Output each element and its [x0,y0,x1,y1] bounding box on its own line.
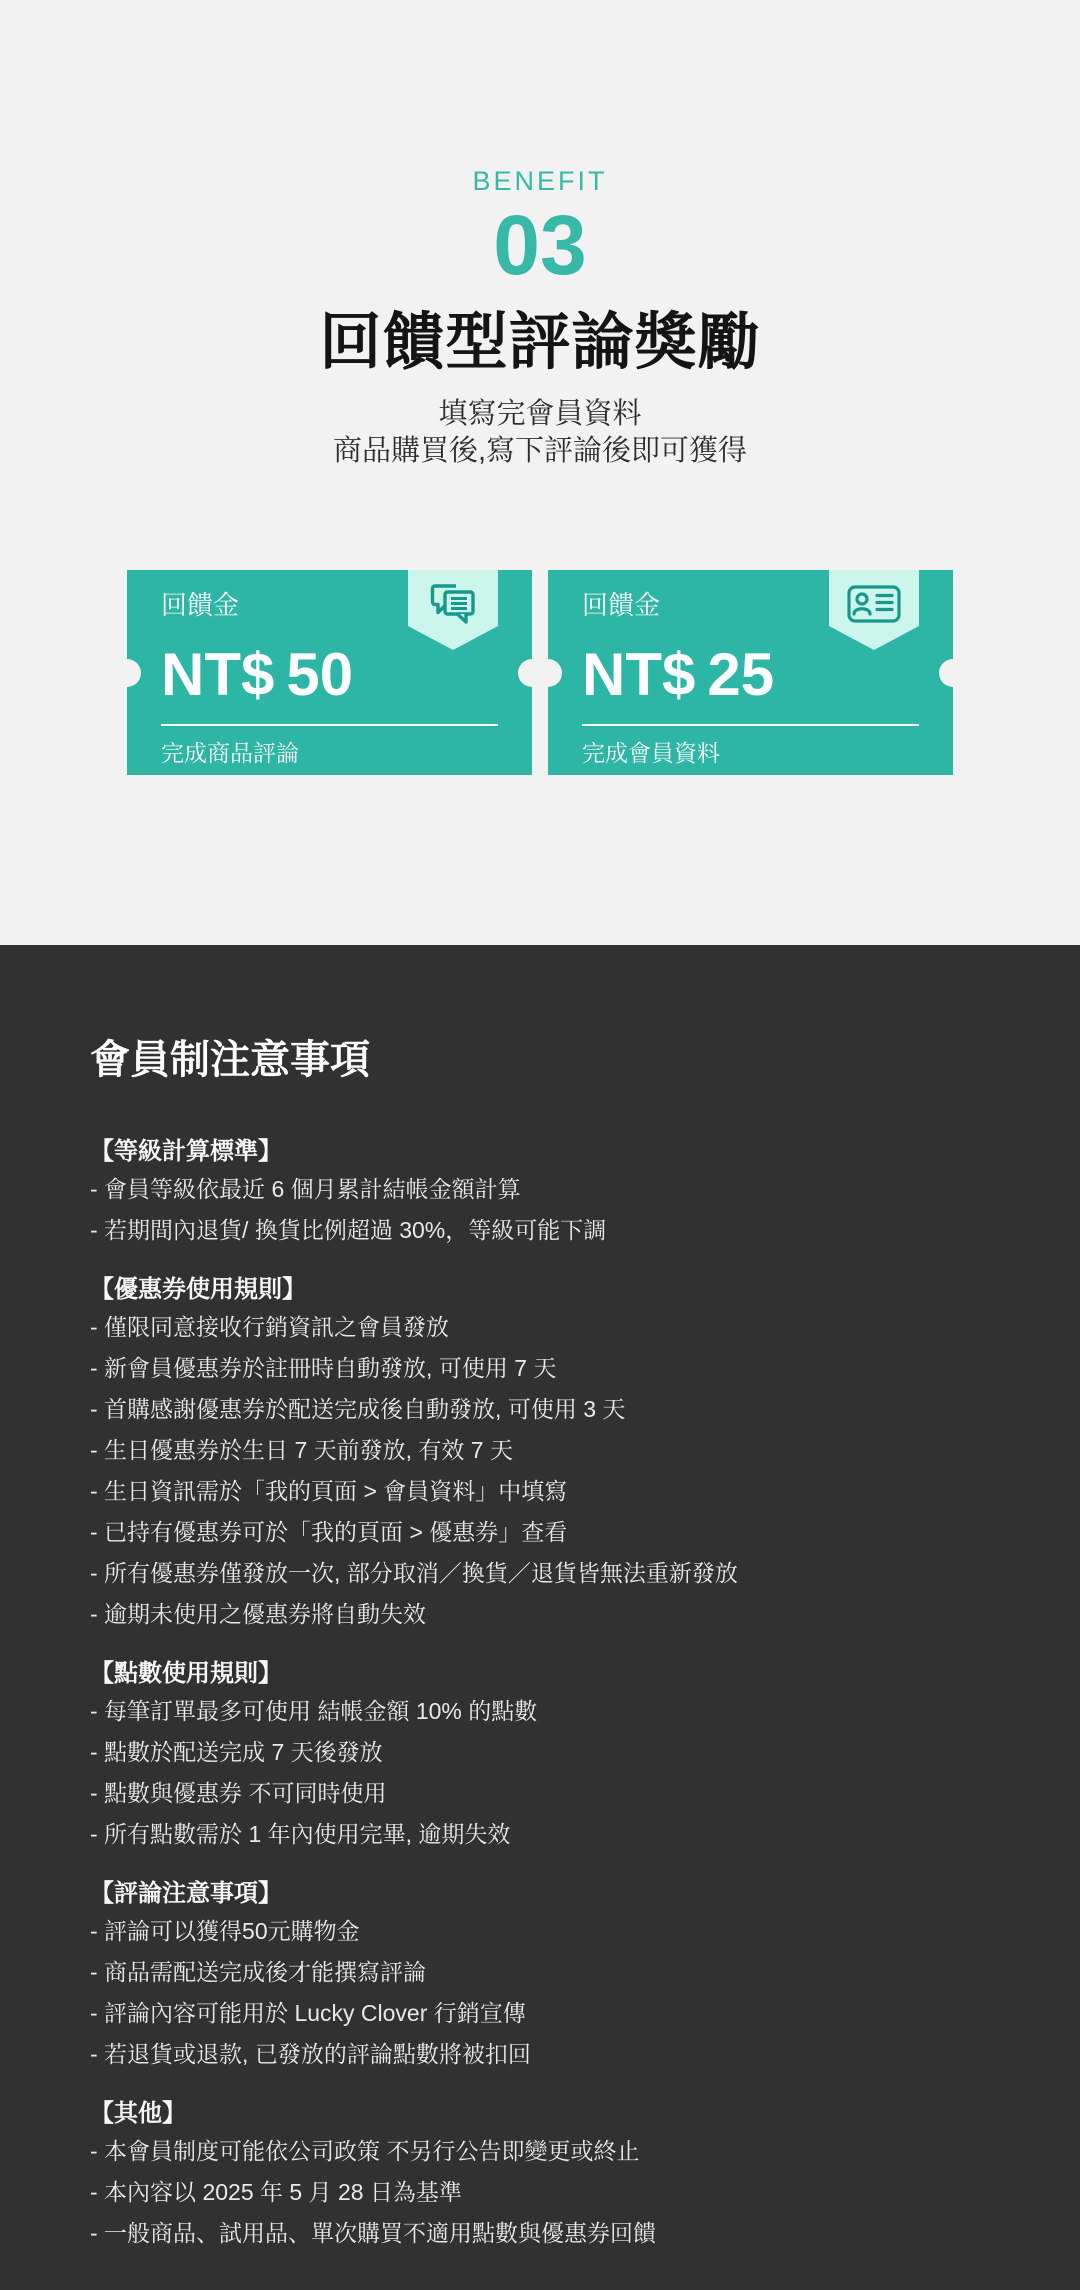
subtitle-line-1: 填寫完會員資料 [438,398,642,430]
notice-section-title: 【點數使用規則】 [90,1660,282,1687]
chat-bubbles-icon [427,570,479,650]
notice-item: - 會員等級依最近 6 個月累計結帳金額計算 [90,1176,521,1202]
coupon-divider [582,724,919,726]
notice-section-others [90,2097,990,2254]
coupon-label: 回饋金 [161,590,240,620]
notice-item: - 評論可以獲得50元購物金 [90,1918,360,1944]
coupon-currency: NT$ [161,641,275,708]
notice-item: - 生日資訊需於「我的頁面 > 會員資料」中填寫 [90,1478,568,1504]
coupon-ribbon [829,570,919,650]
notice-heading: 會員制注意事項 [90,1038,370,1082]
notice-section-title: 【其他】 [90,2100,186,2127]
notice-item: - 生日優惠券於生日 7 天前發放, 有效 7 天 [90,1437,513,1463]
notice-item: - 本會員制度可能依公司政策 不另行公告即變更或終止 [90,2138,640,2164]
notice-item: - 點數與優惠券 不可同時使用 [90,1780,387,1806]
benefit-hero-section [0,0,1080,945]
member-notice-section [0,945,1080,2290]
notice-section-title: 【等級計算標準】 [90,1138,282,1165]
coupon-value: 25 [707,641,775,708]
notice-item: - 每筆訂單最多可使用 結帳金額 10% 的點數 [90,1698,538,1724]
notice-item: - 一般商品、試用品、單次購買不適用點數與優惠券回饋 [90,2220,657,2246]
notice-section-title: 【評論注意事項】 [90,1880,282,1907]
notice-item: - 所有優惠券僅發放一次, 部分取消／換貨／退貨皆無法重新發放 [90,1560,738,1586]
notice-item: - 僅限同意接收行銷資訊之會員發放 [90,1314,450,1340]
notice-section-points-rules [90,1657,990,1855]
coupon-value: 50 [286,641,354,708]
benefit-eyebrow: BENEFIT [472,166,608,196]
benefit-number: 03 [493,198,587,292]
notice-item: - 首購感謝優惠券於配送完成後自動發放, 可使用 3 天 [90,1396,626,1422]
notice-item: - 逾期未使用之優惠券將自動失效 [90,1601,427,1627]
coupon-amount [582,641,919,708]
page-title: 回饋型評論獎勵 [319,308,761,377]
coupon-condition: 完成會員資料 [582,740,720,766]
notice-item: - 若退貨或退款, 已發放的評論點數將被扣回 [90,2041,531,2067]
coupon-condition: 完成商品評論 [161,740,299,766]
subtitle-line-2: 商品購買後,寫下評論後即可獲得 [332,435,748,467]
notice-item: - 本內容以 2025 年 5 月 28 日為基準 [90,2179,462,2205]
notice-item: - 若期間內退貨/ 換貨比例超過 30%，等級可能下調 [90,1217,607,1243]
notice-section-review-notes [90,1877,990,2075]
coupon-card-review [127,570,532,775]
notice-item: - 商品需配送完成後才能撰寫評論 [90,1959,427,1985]
id-card-icon [846,570,902,650]
coupon-amount [161,641,498,708]
notice-section-coupon-rules [90,1273,990,1635]
notice-item: - 所有點數需於 1 年內使用完畢, 逾期失效 [90,1821,511,1847]
coupon-ribbon [408,570,498,650]
notice-item: - 新會員優惠券於註冊時自動發放, 可使用 7 天 [90,1355,557,1381]
coupon-card-profile [548,570,953,775]
coupon-row [127,570,953,775]
coupon-label: 回饋金 [582,590,661,620]
notice-item: - 評論內容可能用於 Lucky Clover 行銷宣傳 [90,2000,526,2026]
notice-item: - 點數於配送完成 7 天後發放 [90,1739,383,1765]
notice-section-tier [90,1135,990,1251]
notice-section-title: 【優惠券使用規則】 [90,1276,306,1303]
coupon-divider [161,724,498,726]
notice-item: - 已持有優惠券可於「我的頁面 > 優惠券」查看 [90,1519,568,1545]
coupon-currency: NT$ [582,641,696,708]
page-subtitle [0,396,1080,470]
